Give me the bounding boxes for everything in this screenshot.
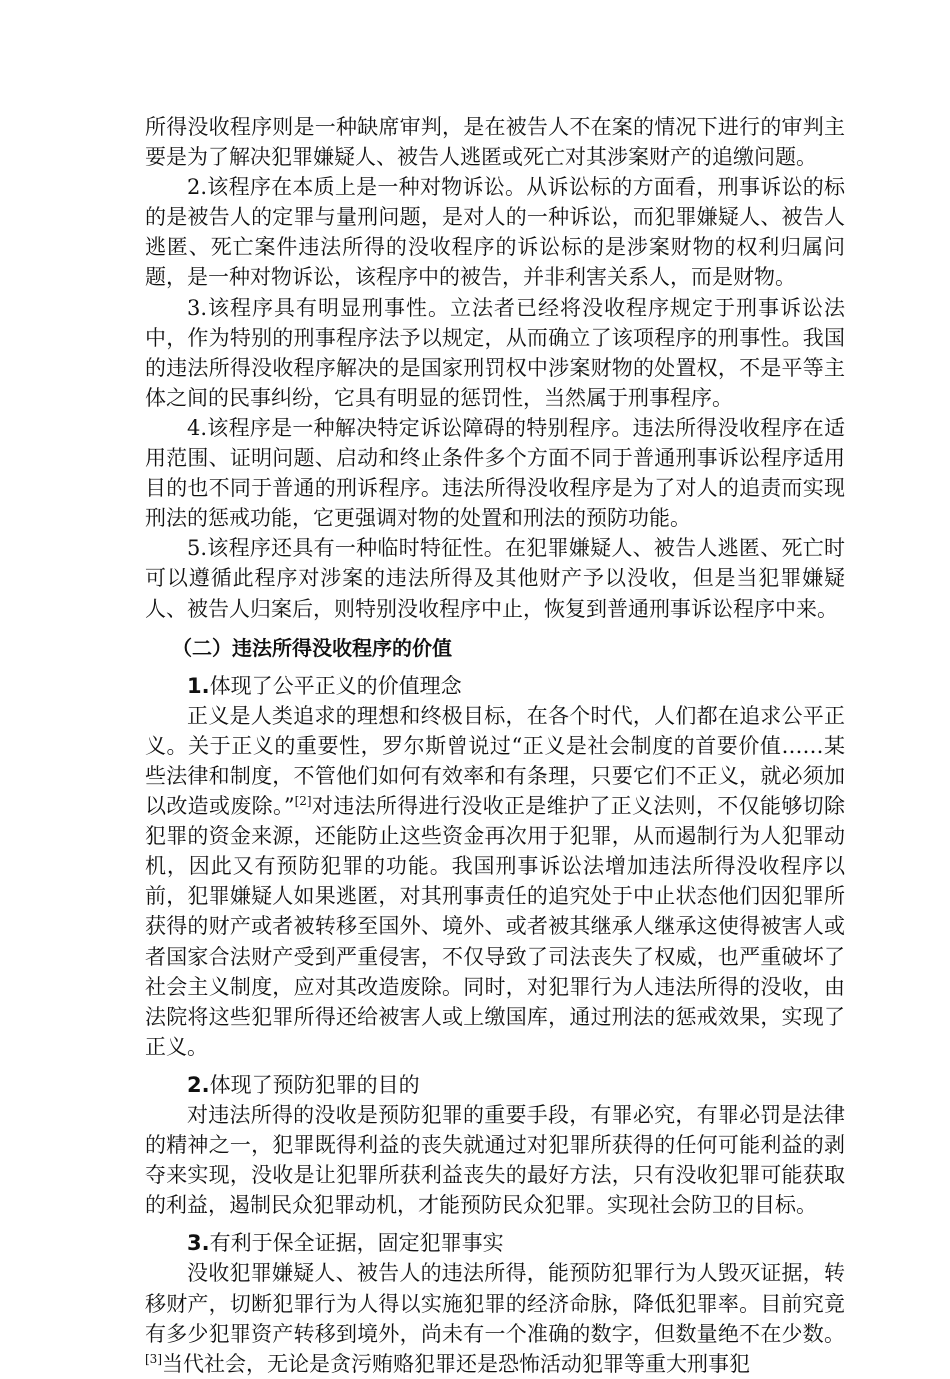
paragraph-text: 当代社会，无论是贪污贿赂犯罪还是恐怖活动犯罪等重大刑事犯 (162, 1351, 750, 1376)
paragraph-point-3: 3.该程序具有明显刑事性。立法者已经将没收程序规定于刑事诉讼法中，作为特别的刑事程序法予以规定，从而确立了该项程序的刑事性。我国的违法所得没收程序解决的是国家刑罚权中涉案财物的处置权，不是平等主体之间的民事纠纷，它具有明显的惩罚性，当然属于刑事程序。 (145, 295, 845, 410)
subheading-1 (145, 671, 845, 701)
subheading-number: 3. (187, 1231, 210, 1256)
paragraph-text: 没收犯罪嫌疑人、被告人的违法所得，能预防犯罪行为人毁灭证据，转移财产，切断犯罪行为人得以实施犯罪的经济命脉，降低犯罪率。目前究竟有多少犯罪资产转移到境外，尚未有一个准确的数字，但数量绝不在少数。 (145, 1261, 845, 1346)
paragraph-text: 对违法所得进行没收正是维护了正义法则，不仅能够切除犯罪的资金来源，还能防止这些资金再次用于犯罪，从而遏制行为人犯罪动机，因此又有预防犯罪的功能。我国刑事诉讼法增加违法所得没收程序以前，犯罪嫌疑人如果逃匿，对其刑事责任的追究处于中止状态他们因犯罪所获得的财产或者被转移至国外、境外、或者被其继承人继承这使得被害人或者国家合法财产受到严重侵害，不仅导致了司法丧失了权威，也严重破坏了社会主义制度，应对其改造废除。同时，对犯罪行为人违法所得的没收，由法院将这些犯罪所得还给被害人或上缴国库，通过刑法的惩戒效果，实现了正义。 (145, 794, 845, 1059)
paragraph-intro: 所得没收程序则是一种缺席审判，是在被告人不在案的情况下进行的审判主要是为了解决犯罪嫌疑人、被告人逃匿或死亡对其涉案财产的追缴问题。 (145, 115, 845, 170)
paragraph-point-2: 2.该程序在本质上是一种对物诉讼。从诉讼标的方面看，刑事诉讼的标的是被告人的定罪与量刑问题，是对人的一种诉讼，而犯罪嫌疑人、被告人逃匿、死亡案件违法所得的没收程序的诉讼标的是涉案财物的权利归属问题，是一种对物诉讼，该程序中的被告，并非利害关系人，而是财物。 (145, 175, 845, 290)
citation-marker: [2] (294, 794, 312, 809)
subheading-number: 1. (187, 673, 210, 698)
section-heading: （二）违法所得没收程序的价值 (172, 635, 452, 660)
paragraph-text: 正义是人类追求的理想和终极目标，在各个时代，人们都在追求公平正义。关于正义的重要性，罗尔斯曾说过“正义是社会制度的首要价值……某些法律和制度，不管他们如何有效率和有条理，只要它们不正义，就必须加以改造或废除。” (145, 703, 845, 819)
subheading-title: 体现了公平正义的价值理念 (209, 673, 462, 698)
citation-marker: [3] (145, 1351, 162, 1366)
document-page (145, 112, 845, 1379)
paragraph-point-5: 5.该程序还具有一种临时特征性。在犯罪嫌疑人、被告人逃匿、死亡时可以遵循此程序对涉案的违法所得及其他财产予以没收，但是当犯罪嫌疑人、被告人归案后，则特别没收程序中止，恢复到普通刑事诉讼程序中来。 (145, 536, 845, 621)
paragraph-evidence (145, 1258, 845, 1378)
subheading-3 (145, 1228, 845, 1258)
paragraph-justice (145, 701, 845, 1062)
subheading-number: 2. (187, 1072, 210, 1097)
subheading-2 (145, 1070, 845, 1100)
subheading-title: 有利于保全证据，固定犯罪事实 (209, 1231, 504, 1256)
subheading-title: 体现了预防犯罪的目的 (209, 1072, 420, 1097)
paragraph-prevention: 对违法所得的没收是预防犯罪的重要手段，有罪必究，有罪必罚是法律的精神之一，犯罪既得利益的丧失就通过对犯罪所获得的任何可能利益的剥夺来实现，没收是让犯罪所获利益丧失的最好方法，只有没收犯罪可能获取的利益，遏制民众犯罪动机，才能预防民众犯罪。实现社会防卫的目标。 (145, 1103, 845, 1218)
paragraph-point-4: 4.该程序是一种解决特定诉讼障碍的特别程序。违法所得没收程序在适用范围、证明问题、启动和终止条件多个方面不同于普通刑事诉讼程序适用目的也不同于普通的刑诉程序。违法所得没收程序是为了对人的追责而实现刑法的惩戒功能，它更强调对物的处置和刑法的预防功能。 (145, 415, 845, 531)
